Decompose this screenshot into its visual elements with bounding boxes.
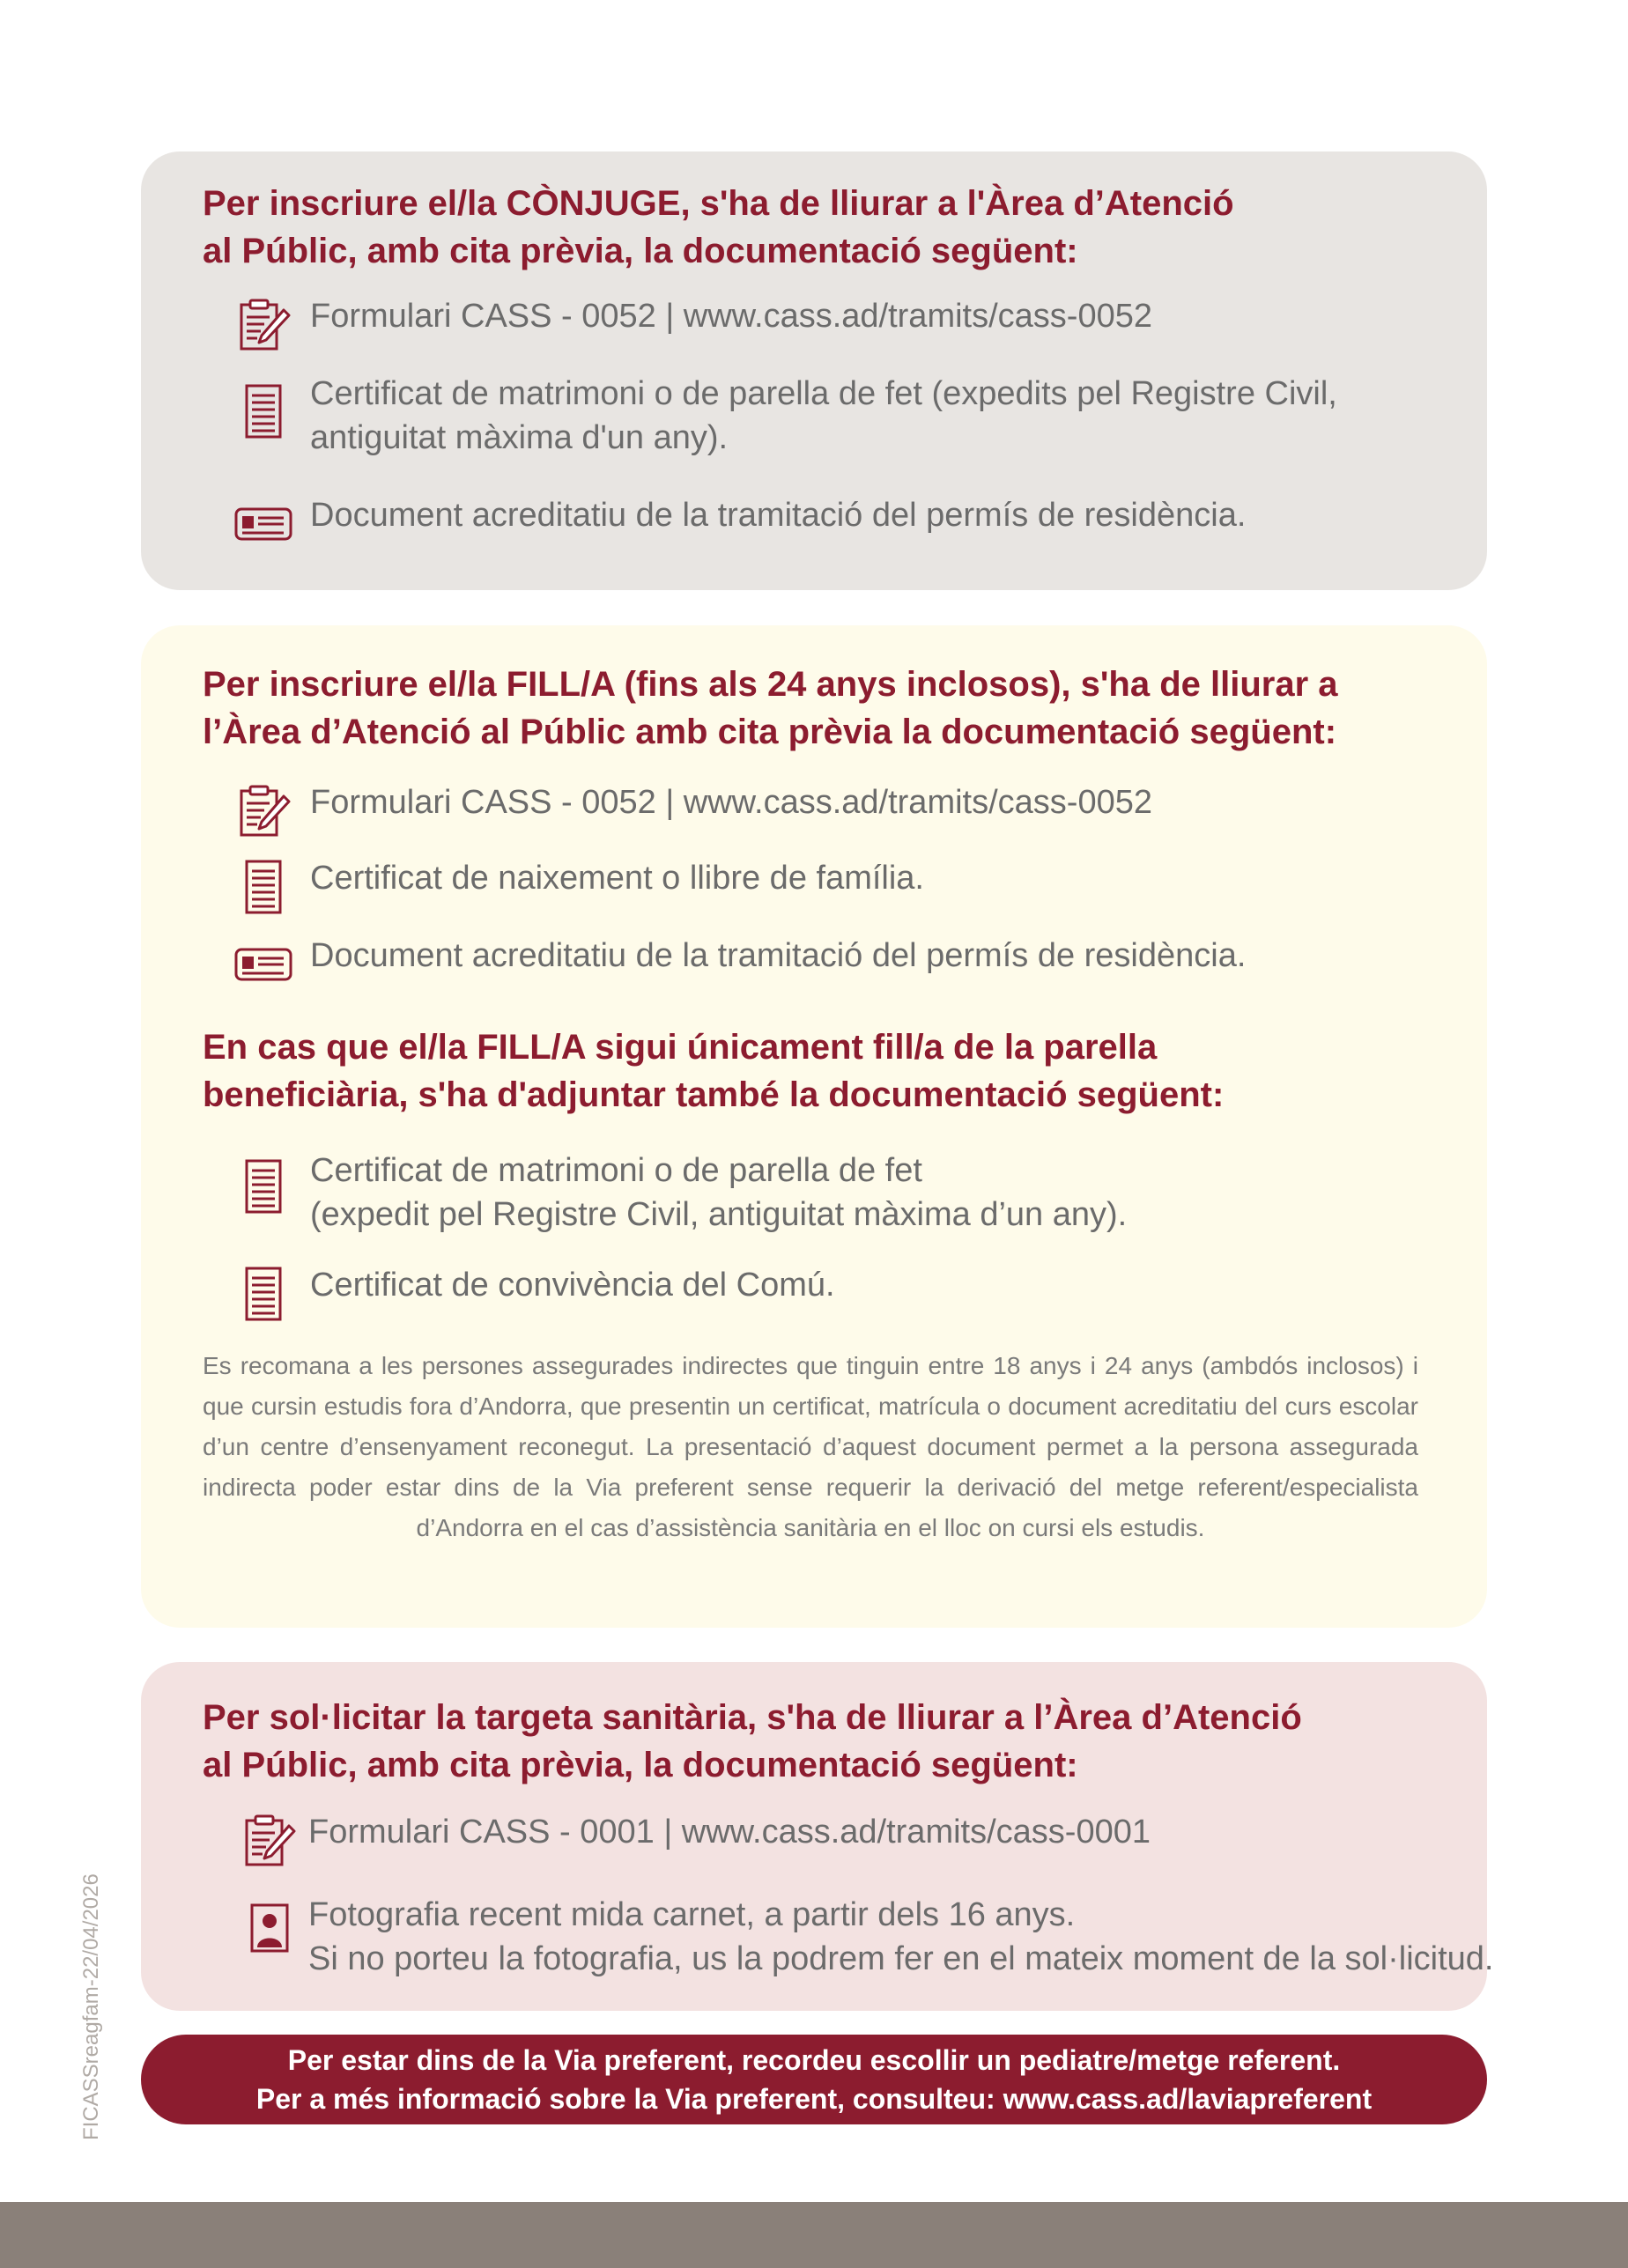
card-item-photo (240, 1893, 1494, 1977)
child-subitem-marriage-line2: (expedit pel Registre Civil, antiguitat màxima d’un any). (310, 1196, 1128, 1233)
spouse-item-form (234, 294, 1469, 373)
spouse-item-marriage-line2: antiguitat màxima d'un any). (310, 419, 729, 456)
spouse-item-form-text: Formulari CASS - 0052 | www.cass.ad/tramits/cass-0052 (310, 298, 1152, 335)
footer-bar (0, 2202, 1628, 2268)
spouse-item-marriage-certificate (234, 372, 1469, 456)
card-heading (203, 1694, 1302, 1789)
spouse-item-residence-text: Document acreditatiu de la tramitació del permís de residència. (310, 497, 1247, 534)
id-card-icon (234, 935, 292, 994)
child-heading (203, 661, 1338, 756)
child-item-form (234, 780, 1469, 860)
spouse-heading-line2: al Públic, amb cita prèvia, la documentació següent: (203, 232, 1078, 270)
card-item-photo-line2: Si no porteu la fotografia, us la podrem fer en el mateix moment de la sol·licitud. (308, 1940, 1494, 1977)
child-item-birth-certificate (234, 856, 1469, 935)
document-icon (234, 1157, 292, 1215)
child-subitem-marriage-line1: Certificat de matrimoni o de parella de fet (310, 1152, 922, 1189)
child-sub-heading (203, 1023, 1224, 1119)
document-code-text: FICASSreagfam-22/04/2026 (79, 1873, 103, 2140)
child-item-residence-text: Document acreditatiu de la tramitació del permís de residència. (310, 937, 1247, 974)
photo-id-icon (240, 1898, 298, 1956)
card-heading-line1: Per sol·licitar la targeta sanitària, s'ha de lliurar a l’Àrea d’Atenció (203, 1698, 1302, 1737)
document-icon (234, 1265, 292, 1323)
document-icon (234, 858, 292, 916)
child-subitem-cohabitation (234, 1263, 1469, 1342)
document-icon (234, 382, 292, 440)
child-section (141, 625, 1487, 1628)
child-subitem-marriage-certificate (234, 1149, 1469, 1233)
form-icon (234, 296, 292, 354)
child-sub-heading-line2: beneficiària, s'ha d'adjuntar també la documentació següent: (203, 1075, 1225, 1114)
spouse-item-marriage-line1: Certificat de matrimoni o de parella de fet (expedits pel Registre Civil, (310, 375, 1337, 412)
card-item-form-text: Formulari CASS - 0001 | www.cass.ad/tramits/cass-0001 (308, 1814, 1151, 1851)
spouse-heading (203, 180, 1234, 275)
child-item-residence (234, 934, 1469, 1013)
banner-line1: Per estar dins de la Via preferent, recordeu escollir un pediatre/metge referent. (287, 2044, 1341, 2076)
form-icon (234, 782, 292, 840)
card-section (141, 1662, 1494, 2011)
child-subitem-cohabitation-text: Certificat de convivència del Comú. (310, 1267, 835, 1304)
form-icon (240, 1812, 298, 1870)
spouse-item-residence (234, 493, 1469, 573)
child-heading-line1: Per inscriure el/la FILL/A (fins als 24 anys inclosos), s'ha de lliurar a (203, 665, 1338, 704)
child-heading-line2: l’Àrea d’Atenció al Públic amb cita prèvia la documentació següent: (203, 713, 1337, 751)
card-item-photo-line1: Fotografia recent mida carnet, a partir dels 16 anys. (308, 1896, 1076, 1933)
spouse-heading-line1: Per inscriure el/la CÒNJUGE, s'ha de lliurar a l'Àrea d’Atenció (203, 184, 1234, 223)
child-note: Es recomana a les persones assegurades indirectes que tinguin entre 18 anys i 24 anys (ambdós inclosos) i que cursin estudis fora d’Andorra, que presentin un certificat, matrícula o document acreditatiu del curs escolar d’un centre d’ensenyament reconegut. La presentació d’aquest document permet a la persona assegurada indirecta poder estar dins de la Via preferent sense requerir la derivació del metge referent/especialista d’Andorra en el cas d’assistència sanitària en el lloc on cursi els estudis. (203, 1352, 1418, 1541)
spouse-section (141, 151, 1487, 590)
card-heading-line2: al Públic, amb cita prèvia, la documentació següent: (203, 1746, 1078, 1784)
banner-line2: Per a més informació sobre la Via preferent, consulteu: www.cass.ad/laviapreferent (255, 2083, 1373, 2115)
id-card-icon (234, 495, 292, 553)
child-item-birth-text: Certificat de naixement o llibre de família. (310, 860, 924, 897)
via-preferent-banner (141, 2035, 1487, 2124)
child-sub-heading-line1: En cas que el/la FILL/A sigui únicament fill/a de la parella (203, 1028, 1158, 1067)
child-item-form-text: Formulari CASS - 0052 | www.cass.ad/tramits/cass-0052 (310, 784, 1152, 821)
card-item-form (240, 1810, 1469, 1889)
